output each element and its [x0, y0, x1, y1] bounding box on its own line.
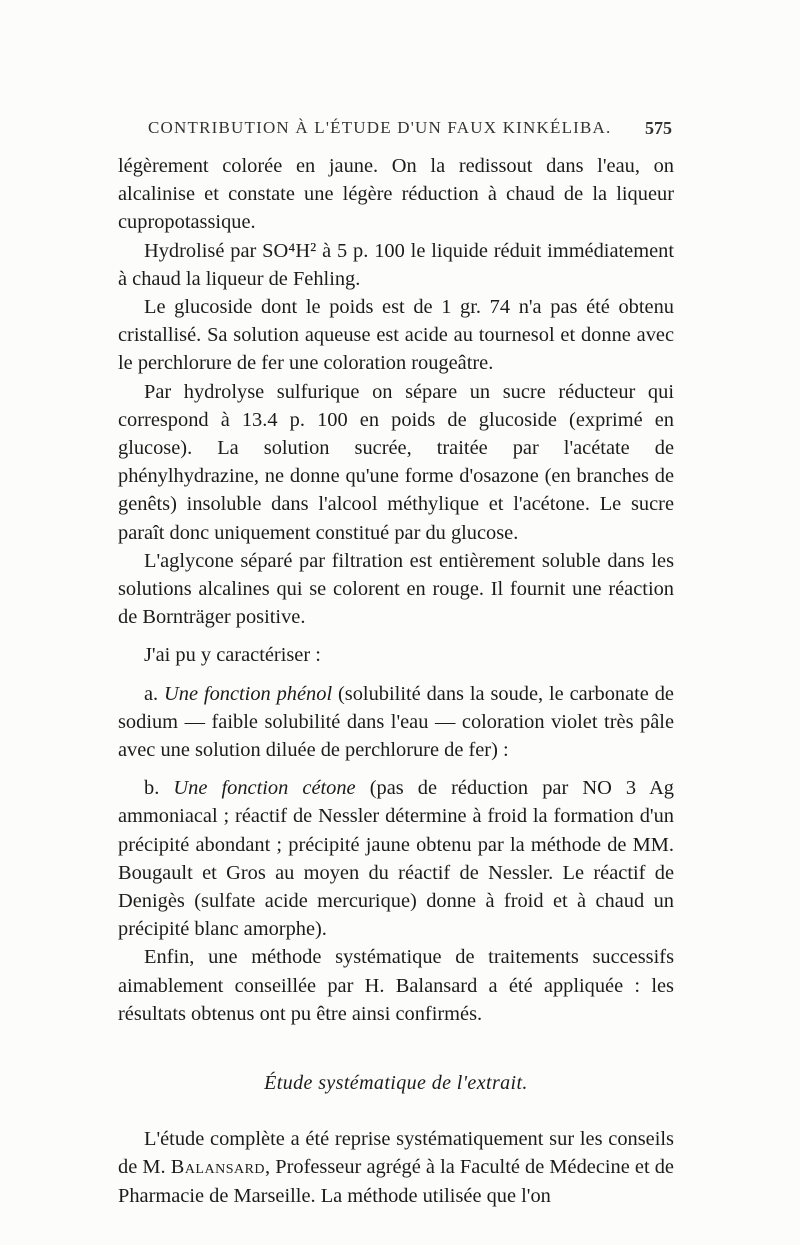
section-heading: Étude systématique de l'extrait. — [264, 1072, 528, 1095]
final-paragraph-end: , Professeur agrégé à la Faculté de Médecine et de Pharmacie de Marseille. La méthode utilisée que l'on — [118, 1156, 674, 1207]
paragraph-4: Par hydrolyse sulfurique on sépare un sucre réducteur qui correspond à 13.4 p. 100 en poids de glucoside (exprimé en glucose). La solution sucrée, traitée par l'acétate de phénylhydrazine, ne donne qu'une forme d'osazone (en branches de genêts) insoluble dans l'alcool méthylique et l'acétone. Le sucre paraît donc uniquement constitué par du glucose. — [118, 380, 674, 544]
page — [118, 118, 674, 1210]
paragraph-method: Enfin, une méthode systématique de traitements successifs aimablement conseillée par H. Balansard a été appliquée : les résultats obtenus ont pu être ainsi confirmés. — [118, 946, 674, 1025]
paragraph-1: légèrement colorée en jaune. On la redissout dans l'eau, on alcalinise et constate une légère réduction à chaud de la liqueur cupropotassique. — [118, 155, 674, 234]
paragraph-5: L'aglycone séparé par filtration est entièrement soluble dans les solutions alcalines qui se colorent en rouge. Il fournit une réaction de Bornträger positive. — [118, 549, 674, 629]
list-item-b-term: Une fonction cétone — [173, 777, 356, 800]
final-paragraph — [118, 1125, 674, 1210]
page-number: 575 — [645, 118, 672, 138]
running-head — [118, 118, 674, 144]
list-item-a-term: Une fonction phénol — [164, 682, 333, 705]
list-item-b-text: (pas de réduction par NO 3 Ag ammoniacal ; réactif de Nessler détermine à froid la formation d'un précipité abondant ; précipité jaune obtenu par la méthode de MM. Bougault et Gros au moyen du réactif de Nessler. Le réactif de Denigès (sulfate acide mercurique) donne à froid et à chaud un précipité blanc amorphe). — [118, 777, 674, 941]
list-item-a-text: (solubilité dans la soude, le carbonate de sodium — faible solubilité dans l'eau — coloration violet très pâle avec une solution diluée de perchlorure de fer) : — [118, 682, 674, 762]
running-title: CONTRIBUTION À L'ÉTUDE D'UN FAUX KINKÉLIBA. — [148, 118, 612, 137]
list-item-b-label: b. — [144, 777, 160, 800]
body-text — [118, 152, 674, 1210]
list-item-b — [118, 774, 674, 943]
final-paragraph-start: L'étude complète a été reprise systématiquement sur les conseils de M. — [118, 1128, 674, 1179]
list-item-a — [118, 680, 674, 765]
author-name: Balansard — [170, 1156, 266, 1179]
paragraph-6: J'ai pu y caractériser : — [144, 644, 321, 667]
list-item-a-label: a. — [144, 682, 159, 705]
paragraph-2: Hydrolisé par SO⁴H² à 5 p. 100 le liquide réduit immédiatement à chaud la liqueur de Fehling. — [118, 239, 674, 290]
paragraph-3: Le glucoside dont le poids est de 1 gr. 74 n'a pas été obtenu cristallisé. Sa solution aqueuse est acide au tournesol et donne avec le perchlorure de fer une coloration rougeâtre. — [118, 296, 674, 375]
